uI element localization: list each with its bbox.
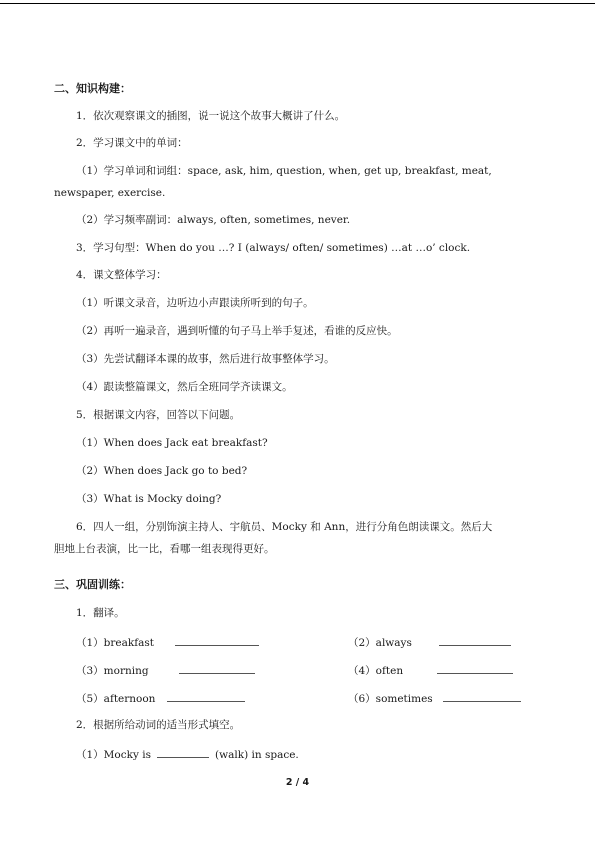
- item-listen-1: （1）听课文录音，边听边小声跟读所听到的句子。: [76, 297, 314, 309]
- question-3: （3）What is Mocky doing?: [76, 493, 222, 505]
- item-learn-words: 2．学习课文中的单词：: [76, 137, 188, 149]
- answer-blank-6[interactable]: [443, 690, 521, 702]
- item-listen-2: （2）再听一遍录音，遇到听懂的句子马上举手复述，看谁的反应快。: [76, 325, 398, 337]
- fill-1-before: （1）Mocky is: [76, 749, 152, 761]
- translate-row: [76, 662, 255, 678]
- question-1: （1）When does Jack eat breakfast?: [76, 437, 268, 449]
- translate-word-5: （5）afternoon: [76, 693, 156, 705]
- item-observe-pictures: 1．依次观察课文的插图，说一说这个故事大概讲了什么。: [76, 110, 346, 122]
- item-words-list-line2: newspaper, exercise.: [54, 187, 166, 199]
- translate-row: [76, 690, 245, 706]
- translate-row: [348, 634, 511, 650]
- item-read-along: （4）跟读整篇课文，然后全班同学齐读课文。: [76, 381, 293, 393]
- item-role-play-line2: 胆地上台表演，比一比，看哪一组表现得更好。: [54, 543, 275, 555]
- answer-blank-3[interactable]: [179, 662, 255, 674]
- item-translate-story: （3）先尝试翻译本课的故事，然后进行故事整体学习。: [76, 353, 335, 365]
- section3-heading: 三、巩固训练：: [54, 578, 131, 591]
- translate-row: [76, 634, 259, 650]
- item-translate: 1．翻译。: [76, 607, 125, 619]
- answer-blank-2[interactable]: [439, 634, 511, 646]
- question-2: （2）When does Jack go to bed?: [76, 465, 248, 477]
- fill-sentence-1: [76, 746, 299, 762]
- item-words-list-line1: （1）学习单词和词组：space, ask, him, question, when, get up, breakfast, meat,: [76, 165, 492, 177]
- item-answer-questions: 5．根据课文内容，回答以下问题。: [76, 409, 241, 421]
- page-number: 2 / 4: [285, 777, 310, 788]
- fill-blank-1[interactable]: [157, 746, 209, 758]
- answer-blank-1[interactable]: [175, 634, 259, 646]
- fill-1-after: (walk) in space.: [215, 749, 299, 761]
- item-sentence-pattern: 3．学习句型：When do you …? I (always/ often/ sometimes) …at …o’ clock.: [76, 242, 471, 254]
- answer-blank-5[interactable]: [167, 690, 245, 702]
- section2-heading: 二、知识构建：: [54, 82, 131, 95]
- answer-blank-4[interactable]: [437, 662, 513, 674]
- translate-row: [348, 690, 521, 706]
- item-frequency-adverbs: （2）学习频率副词：always, often, sometimes, never.: [76, 214, 351, 226]
- translate-word-6: （6）sometimes: [348, 693, 433, 705]
- translate-row: [348, 662, 513, 678]
- translate-word-1: （1）breakfast: [76, 637, 155, 649]
- translate-word-4: （4）often: [348, 665, 404, 677]
- translate-word-2: （2）always: [348, 637, 412, 649]
- item-verb-form: 2．根据所给动词的适当形式填空。: [76, 719, 241, 731]
- item-whole-text: 4．课文整体学习：: [76, 269, 167, 281]
- item-role-play-line1: 6．四人一组，分别饰演主持人、宇航员、Mocky 和 Ann，进行分角色朗读课文。然后大: [76, 521, 493, 533]
- translate-word-3: （3）morning: [76, 665, 149, 677]
